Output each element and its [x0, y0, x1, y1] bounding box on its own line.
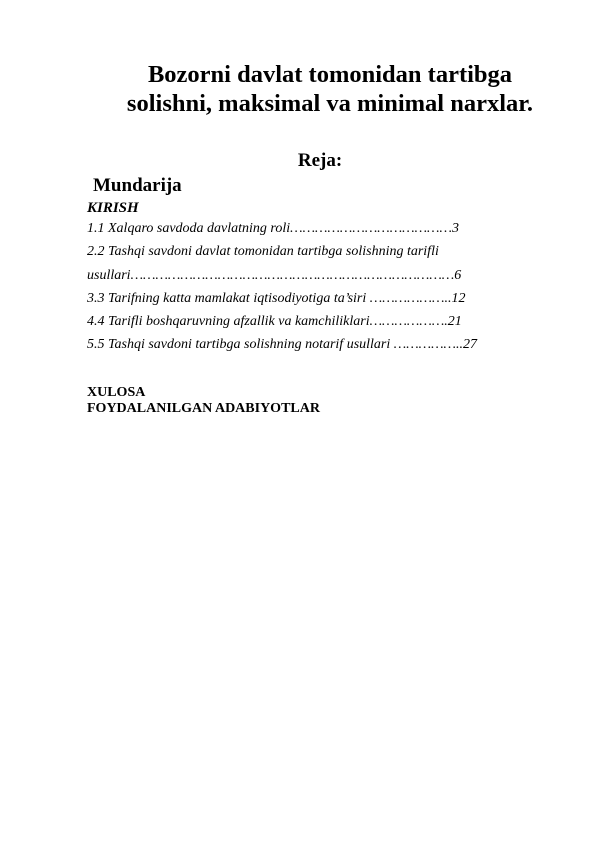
plan-heading: Reja: — [297, 150, 343, 171]
closing-sections — [87, 385, 320, 417]
conclusion-entry: XULOSA — [87, 385, 146, 400]
title-line-1: Bozorni davlat tomonidan tartibga — [147, 61, 513, 88]
toc-entry: 3.3 Tarifning katta mamlakat iqtisodiyotiga ta’siri ………………..12 — [87, 290, 466, 306]
contents-heading: Mundarija — [93, 175, 182, 196]
toc-entry: 4.4 Tarifli boshqaruvning afzallik va kamchiliklari……………….21 — [87, 314, 462, 330]
table-of-contents — [87, 217, 557, 357]
toc-entry: usullari……………………………………………………………………6 — [87, 267, 462, 283]
toc-entry: 5.5 Tashqi savdoni tartibga solishning notarif usullari ……………..27 — [87, 337, 477, 353]
toc-entry: 1.1 Xalqaro savdoda davlatning roli…………………………………3 — [87, 221, 459, 236]
references-entry: FOYDALANILGAN ADABIYOTLAR — [87, 401, 320, 416]
toc-entry: 2.2 Tashqi savdoni davlat tomonidan tartibga solishning tarifli — [87, 244, 439, 260]
intro-entry: KIRISH — [87, 200, 139, 216]
title-line-2: solishni, maksimal va minimal narxlar. — [126, 90, 534, 117]
document-title — [60, 60, 596, 118]
